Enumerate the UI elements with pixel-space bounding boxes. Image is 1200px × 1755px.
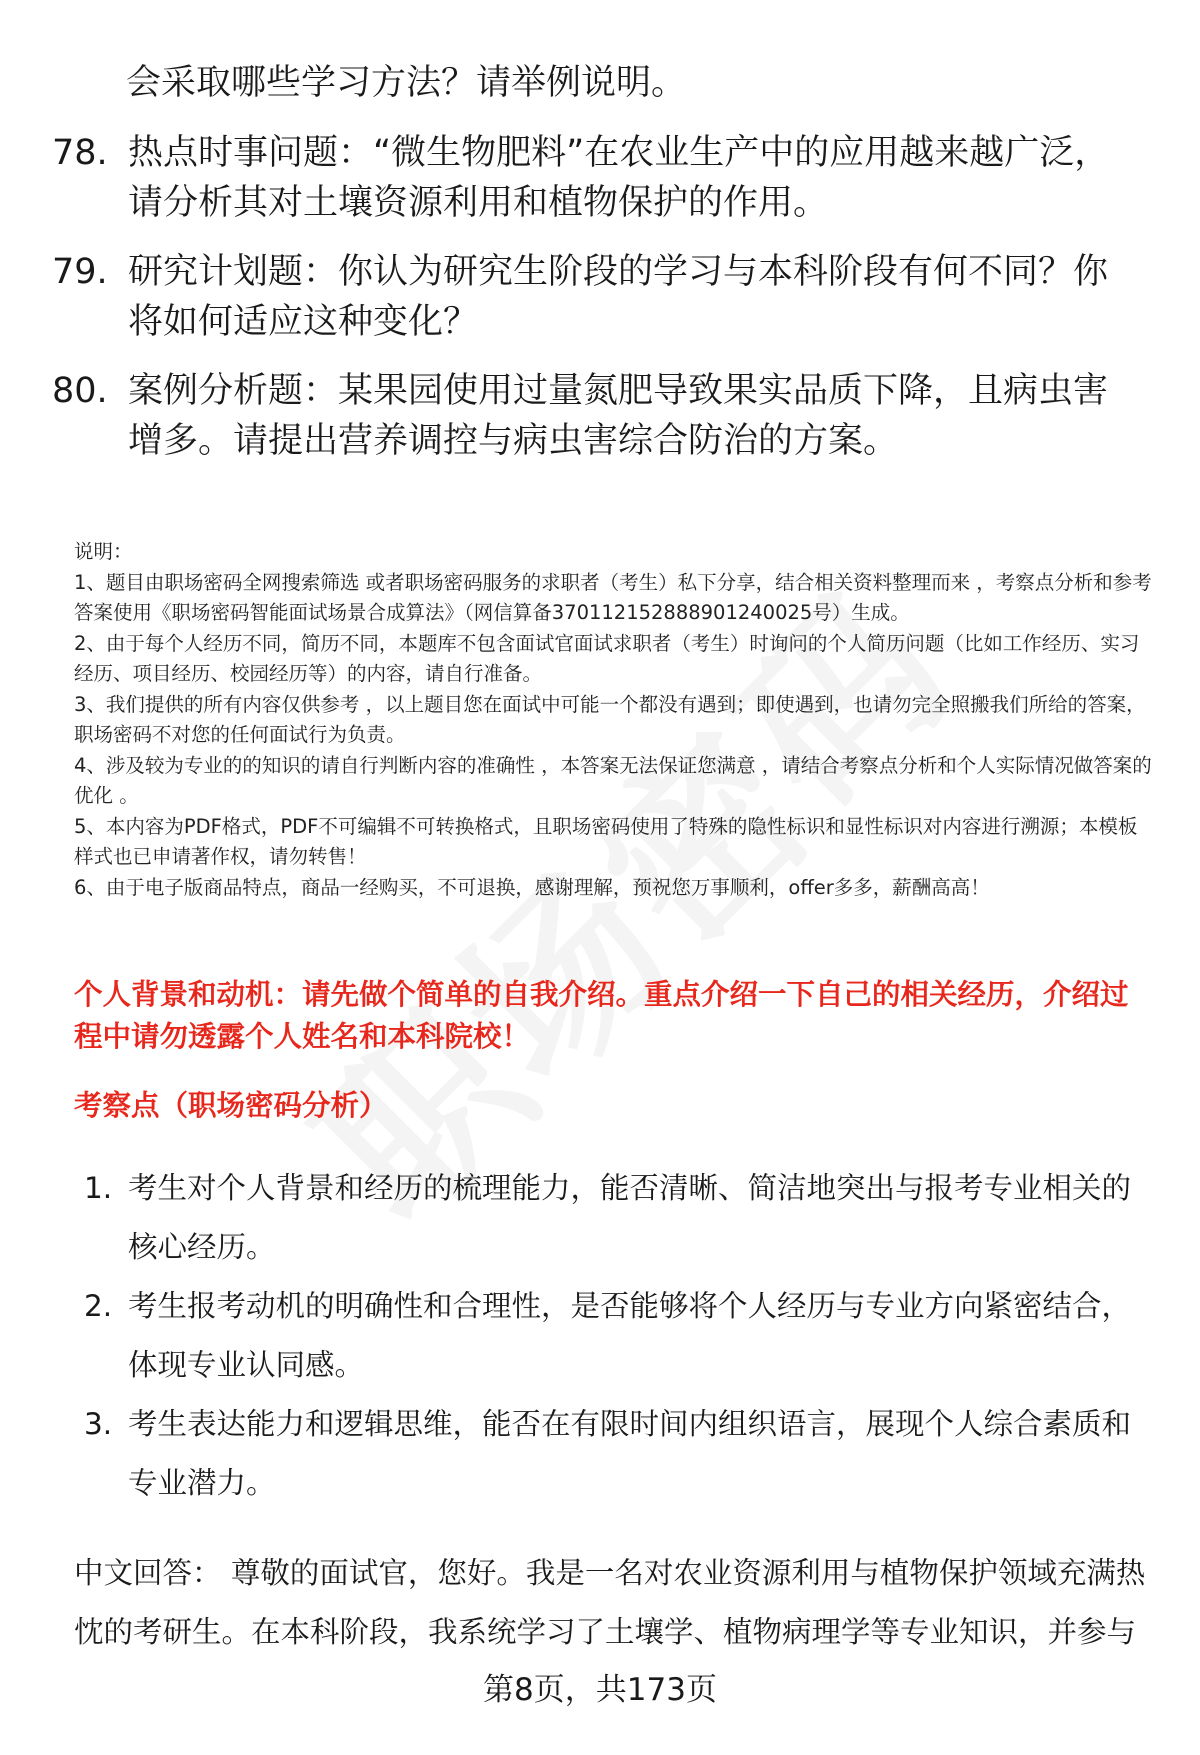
note-item: 3、我们提供的所有内容仅供参考 ，以上题目您在面试中可能一个都没有遇到；即使遇到，也请勿完全照搬我们所给的答案，职场密码不对您的任何面试行为负责。 bbox=[74, 692, 1146, 746]
page-footer: 第8页，共173页 bbox=[483, 1672, 717, 1708]
question-78 bbox=[52, 128, 1142, 228]
note-item: 5、本内容为PDF格式，PDF不可编辑不可转换格式，且职场密码使用了特殊的隐性标识和显性标识对内容进行溯源；本模板样式也已申请著作权，请勿转售！ bbox=[74, 814, 1138, 868]
point-text: 考生报考动机的明确性和合理性，是否能够将个人经历与专业方向紧密结合，体现专业认同感。 bbox=[128, 1289, 1132, 1382]
question-text: 案例分析题：某果园使用过量氮肥导致果实品质下降，且病虫害增多。请提出营养调控与病虫害综合防治的方案。 bbox=[128, 371, 1109, 461]
point-text: 考生对个人背景和经历的梳理能力，能否清晰、简洁地突出与报考专业相关的核心经历。 bbox=[128, 1171, 1132, 1264]
answer-label: 中文回答： bbox=[74, 1556, 222, 1590]
notes-heading: 说明： bbox=[74, 540, 133, 563]
answer-text: 尊敬的面试官，您好。我是一名对农业资源利用与植物保护领域充满热忱的考研生。在本科阶段，我系统学习了土壤学、植物病理学等专业知识，并参与 bbox=[74, 1556, 1146, 1649]
point-number: 2. bbox=[84, 1289, 113, 1323]
question-number: 78. bbox=[52, 133, 108, 173]
note-item: 1、题目由职场密码全网搜索筛选 或者职场密码服务的求职者（考生）私下分享，结合相关资料整理而来 ，考察点分析和参考答案使用《职场密码智能面试场景合成算法》（网信算备370112152888901240025号）生成。 bbox=[74, 570, 1152, 624]
point-text: 考生表达能力和逻辑思维，能否在有限时间内组织语言，展现个人综合素质和专业潜力。 bbox=[128, 1407, 1132, 1500]
featured-question: 个人背景和动机：请先做个简单的自我介绍。重点介绍一下自己的相关经历，介绍过程中请勿透露个人姓名和本科院校！ bbox=[74, 978, 1129, 1053]
note-item: 2、由于每个人经历不同，简历不同，本题库不包含面试官面试求职者（考生）时询问的个人简历问题（比如工作经历、实习经历、项目经历、校园经历等）的内容，请自行准备。 bbox=[74, 631, 1140, 685]
question-number: 79. bbox=[52, 252, 108, 292]
question-text: 热点时事问题：“微生物肥料”在农业生产中的应用越来越广泛，请分析其对土壤资源利用和植物保护的作用。 bbox=[128, 133, 1110, 223]
note-item: 6、由于电子版商品特点，商品一经购买，不可退换，感谢理解，预祝您万事顺利，offer多多，薪酬高高！ bbox=[74, 875, 990, 899]
question-number: 80. bbox=[52, 371, 108, 411]
analysis-heading: 考察点（职场密码分析） bbox=[74, 1089, 388, 1122]
question-77-continuation: 会采取哪些学习方法？请举例说明。 bbox=[126, 63, 687, 103]
analysis-point bbox=[84, 1395, 1154, 1513]
analysis-point bbox=[84, 1159, 1154, 1277]
question-79 bbox=[52, 247, 1142, 347]
analysis-point bbox=[84, 1277, 1154, 1395]
analysis-points bbox=[84, 1159, 1154, 1513]
point-number: 1. bbox=[84, 1171, 113, 1205]
question-text: 研究计划题：你认为研究生阶段的学习与本科阶段有何不同？你将如何适应这种变化？ bbox=[128, 252, 1109, 342]
note-item: 4、涉及较为专业的的知识的请自行判断内容的准确性 ，本答案无法保证您满意 ，请结合考察点分析和个人实际情况做答案的优化 。 bbox=[74, 753, 1152, 807]
question-80 bbox=[52, 366, 1142, 466]
answer-paragraph bbox=[74, 1544, 1159, 1662]
point-number: 3. bbox=[84, 1407, 113, 1441]
disclaimer-notes bbox=[74, 537, 1154, 903]
